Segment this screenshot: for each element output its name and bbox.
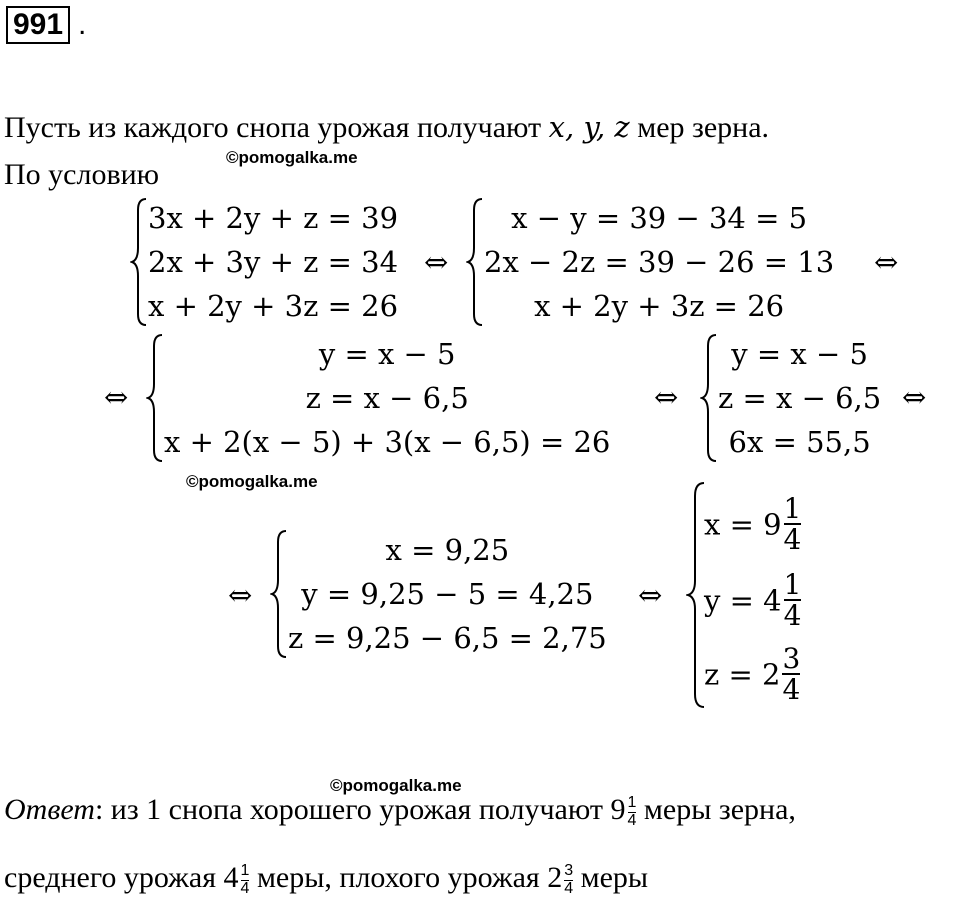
fraction-denominator: 4 — [783, 599, 802, 633]
intro-line — [4, 110, 769, 145]
left-brace-icon — [686, 480, 706, 710]
mixed-number-whole: 9 — [610, 793, 626, 826]
left-brace-icon — [700, 332, 718, 464]
answer-line-1 — [4, 790, 796, 830]
equation — [704, 494, 801, 555]
fraction-numerator: 1 — [783, 568, 802, 601]
watermark-2: ©pomogalka.me — [186, 472, 318, 491]
fraction-numerator: 1 — [240, 861, 250, 879]
left-brace-icon — [130, 196, 148, 328]
fraction-numerator: 3 — [564, 861, 574, 879]
equation: x = 9,25 — [385, 533, 510, 567]
watermark-1: ©pomogalka.me — [226, 148, 358, 167]
answer-text: меры зерна, — [636, 793, 796, 826]
intro-before: Пусть из каждого снопа урожая получают — [4, 111, 549, 144]
fraction-numerator: 1 — [783, 492, 802, 525]
system-4-lines — [718, 332, 881, 464]
equation-lhs: y = 4 — [704, 583, 782, 618]
system-3 — [146, 332, 610, 464]
fraction-numerator: 1 — [627, 793, 637, 811]
answer-text: меры, плохого урожая — [249, 861, 548, 894]
equivalence-arrow: ⇔ — [104, 380, 129, 414]
system-4 — [700, 332, 881, 464]
system-5 — [270, 528, 607, 660]
equation: x + 2y + 3z = 26 — [534, 289, 785, 323]
equation — [704, 570, 801, 631]
intro-vars: x, y, z — [548, 110, 630, 144]
equation: 2x − 2z = 39 − 26 = 13 — [484, 245, 835, 279]
answer-label: Ответ — [4, 793, 95, 826]
equation: y = x − 5 — [318, 337, 456, 371]
problem-number: 991 — [6, 6, 70, 44]
problem-number-dot: . — [78, 8, 87, 41]
equation-lhs: x = 9 — [704, 507, 782, 542]
mixed-number-whole: 4 — [223, 861, 239, 894]
equivalence-arrow: ⇔ — [424, 245, 449, 279]
equation: z = x − 6,5 — [305, 381, 469, 415]
fraction-denominator: 4 — [783, 523, 802, 557]
answer-text: среднего урожая — [4, 861, 224, 894]
condition-text: По условию — [4, 158, 160, 191]
fraction — [564, 863, 573, 898]
left-brace-icon — [270, 528, 288, 660]
system-5-lines — [288, 528, 607, 660]
fraction-denominator: 4 — [564, 879, 574, 897]
system-2 — [466, 196, 834, 328]
answer-text: : из 1 снопа хорошего урожая получают — [94, 793, 611, 826]
system-1 — [130, 196, 398, 328]
fraction-denominator: 4 — [782, 673, 801, 707]
fraction — [782, 644, 800, 705]
watermark-3: ©pomogalka.me — [330, 776, 462, 795]
equation — [704, 644, 800, 705]
equation: y = 9,25 − 5 = 4,25 — [301, 577, 594, 611]
system-1-lines — [148, 196, 398, 328]
equation: x + 2(x − 5) + 3(x − 6,5) = 26 — [164, 425, 611, 459]
equation-lhs: z = 2 — [704, 657, 781, 692]
equation: x − y = 39 − 34 = 5 — [511, 201, 808, 235]
equivalence-arrow: ⇔ — [228, 578, 253, 612]
equivalence-arrow: ⇔ — [638, 578, 663, 612]
fraction — [784, 494, 802, 555]
fraction — [784, 570, 802, 631]
equivalence-arrow: ⇔ — [874, 245, 899, 279]
answer-line-2 — [4, 858, 648, 898]
equation: 3x + 2y + z = 39 — [148, 201, 399, 235]
equation: z = 9,25 − 6,5 = 2,75 — [288, 621, 607, 655]
equivalence-arrow: ⇔ — [902, 380, 927, 414]
equation: 6x = 55,5 — [728, 425, 871, 459]
answer-text: меры — [573, 861, 649, 894]
system-2-lines — [484, 196, 834, 328]
fraction-denominator: 4 — [627, 811, 637, 829]
equation: 2x + 3y + z = 34 — [148, 245, 399, 279]
system-3-lines — [164, 332, 610, 464]
fraction-numerator: 3 — [782, 642, 801, 675]
intro-after: мер зерна. — [629, 111, 770, 144]
equation: y = x − 5 — [731, 337, 868, 371]
mixed-number-whole: 2 — [547, 861, 563, 894]
equivalence-arrow: ⇔ — [654, 380, 679, 414]
equation: x + 2y + 3z = 26 — [148, 289, 399, 323]
left-brace-icon — [146, 332, 164, 464]
equation: z = x − 6,5 — [718, 381, 882, 415]
fraction-denominator: 4 — [240, 879, 250, 897]
left-brace-icon — [466, 196, 484, 328]
